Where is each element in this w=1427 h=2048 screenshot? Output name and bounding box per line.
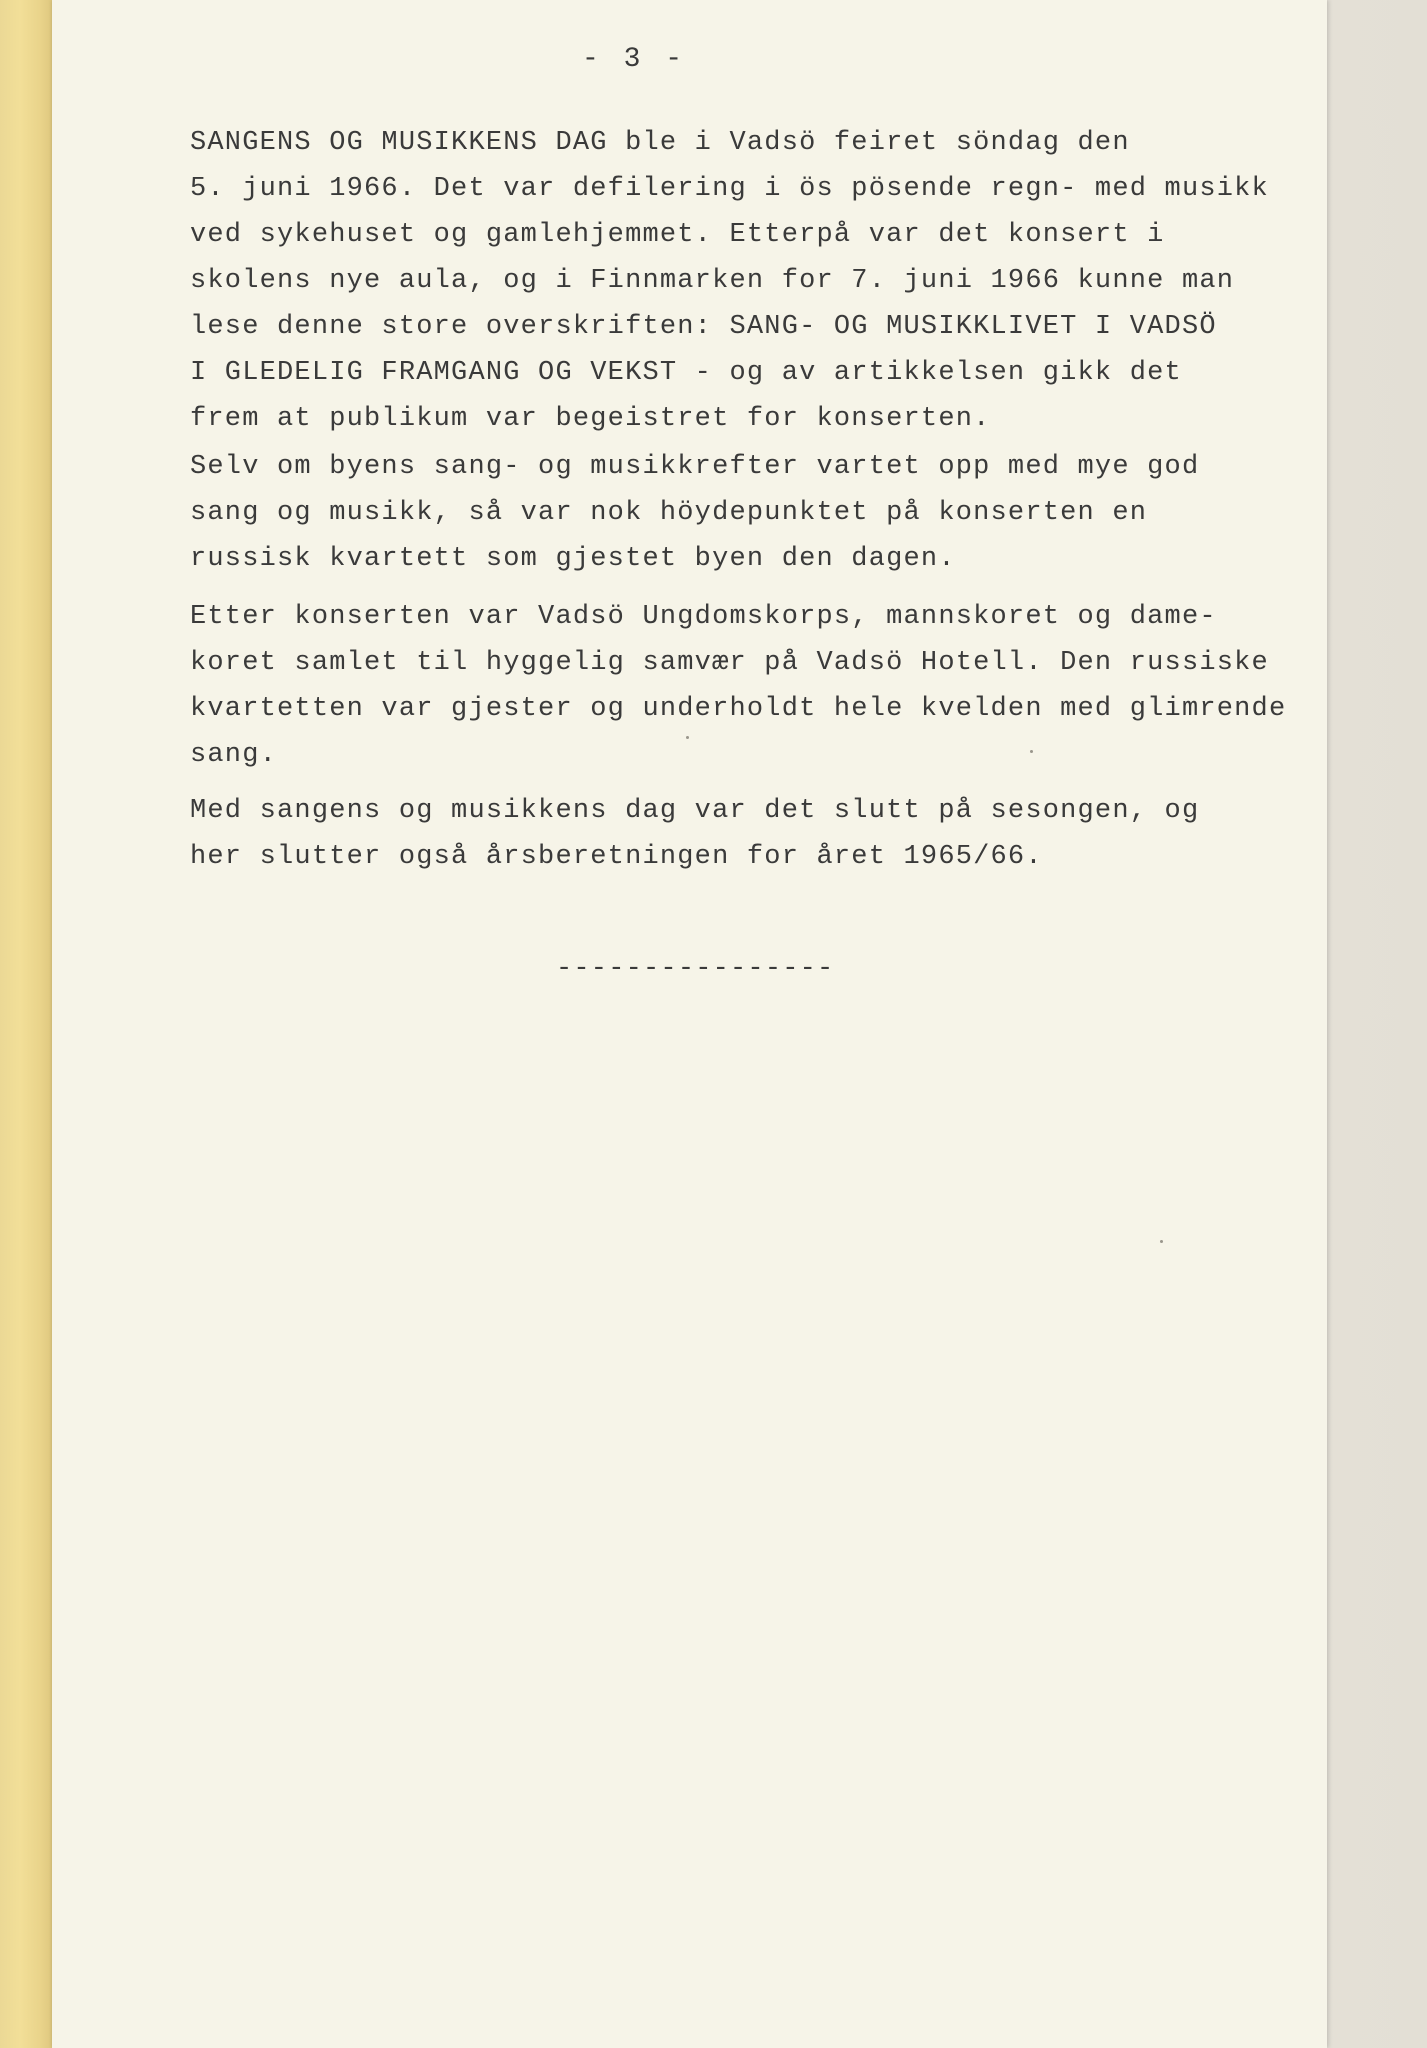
text-line: frem at publikum var begeistret for konserten. [190,404,991,434]
text-line: koret samlet til hyggelig samvær på Vadsö Hotell. Den russiske [190,648,1269,678]
paragraph-4 [190,788,1199,880]
text-line: Selv om byens sang- og musikkrefter vartet opp med mye god [190,452,1200,482]
text-line: ved sykehuset og gamlehjemmet. Etterpå var det konsert i [190,220,1165,250]
text-line: her slutter også årsberetningen for året 1965/66. [190,842,1043,872]
paragraph-2 [190,444,1199,582]
text-line: lese denne store overskriften: SANG- OG MUSIKKLIVET I VADSÖ [190,312,1217,342]
paper-speck [1030,750,1033,753]
paper-speck [1160,1240,1163,1243]
paragraph-1 [190,120,1269,442]
text-line: 5. juni 1966. Det var defilering i ös pösende regn- med musikk [190,174,1269,204]
paragraph-3 [190,594,1286,778]
text-line: SANGENS OG MUSIKKENS DAG ble i Vadsö feiret söndag den [190,128,1130,158]
text-line: I GLEDELIG FRAMGANG OG VEKST - og av artikkelsen gikk det [190,358,1182,388]
text-line: kvartetten var gjester og underholdt hele kvelden med glimrende [190,694,1287,724]
text-line: sang. [190,740,278,770]
folder-edge [0,0,58,2048]
text-line: russisk kvartett som gjestet byen den dagen. [190,544,956,574]
end-divider: ---------------- [556,954,835,984]
page-number: - 3 - [582,44,687,75]
text-line: Med sangens og musikkens dag var det slutt på sesongen, og [190,796,1200,826]
text-line: sang og musikk, så var nok höydepunktet på konserten en [190,498,1148,528]
text-line: Etter konserten var Vadsö Ungdomskorps, mannskoret og dame- [190,602,1217,632]
text-line: skolens nye aula, og i Finnmarken for 7. juni 1966 kunne man [190,266,1235,296]
paper-speck [686,736,689,739]
